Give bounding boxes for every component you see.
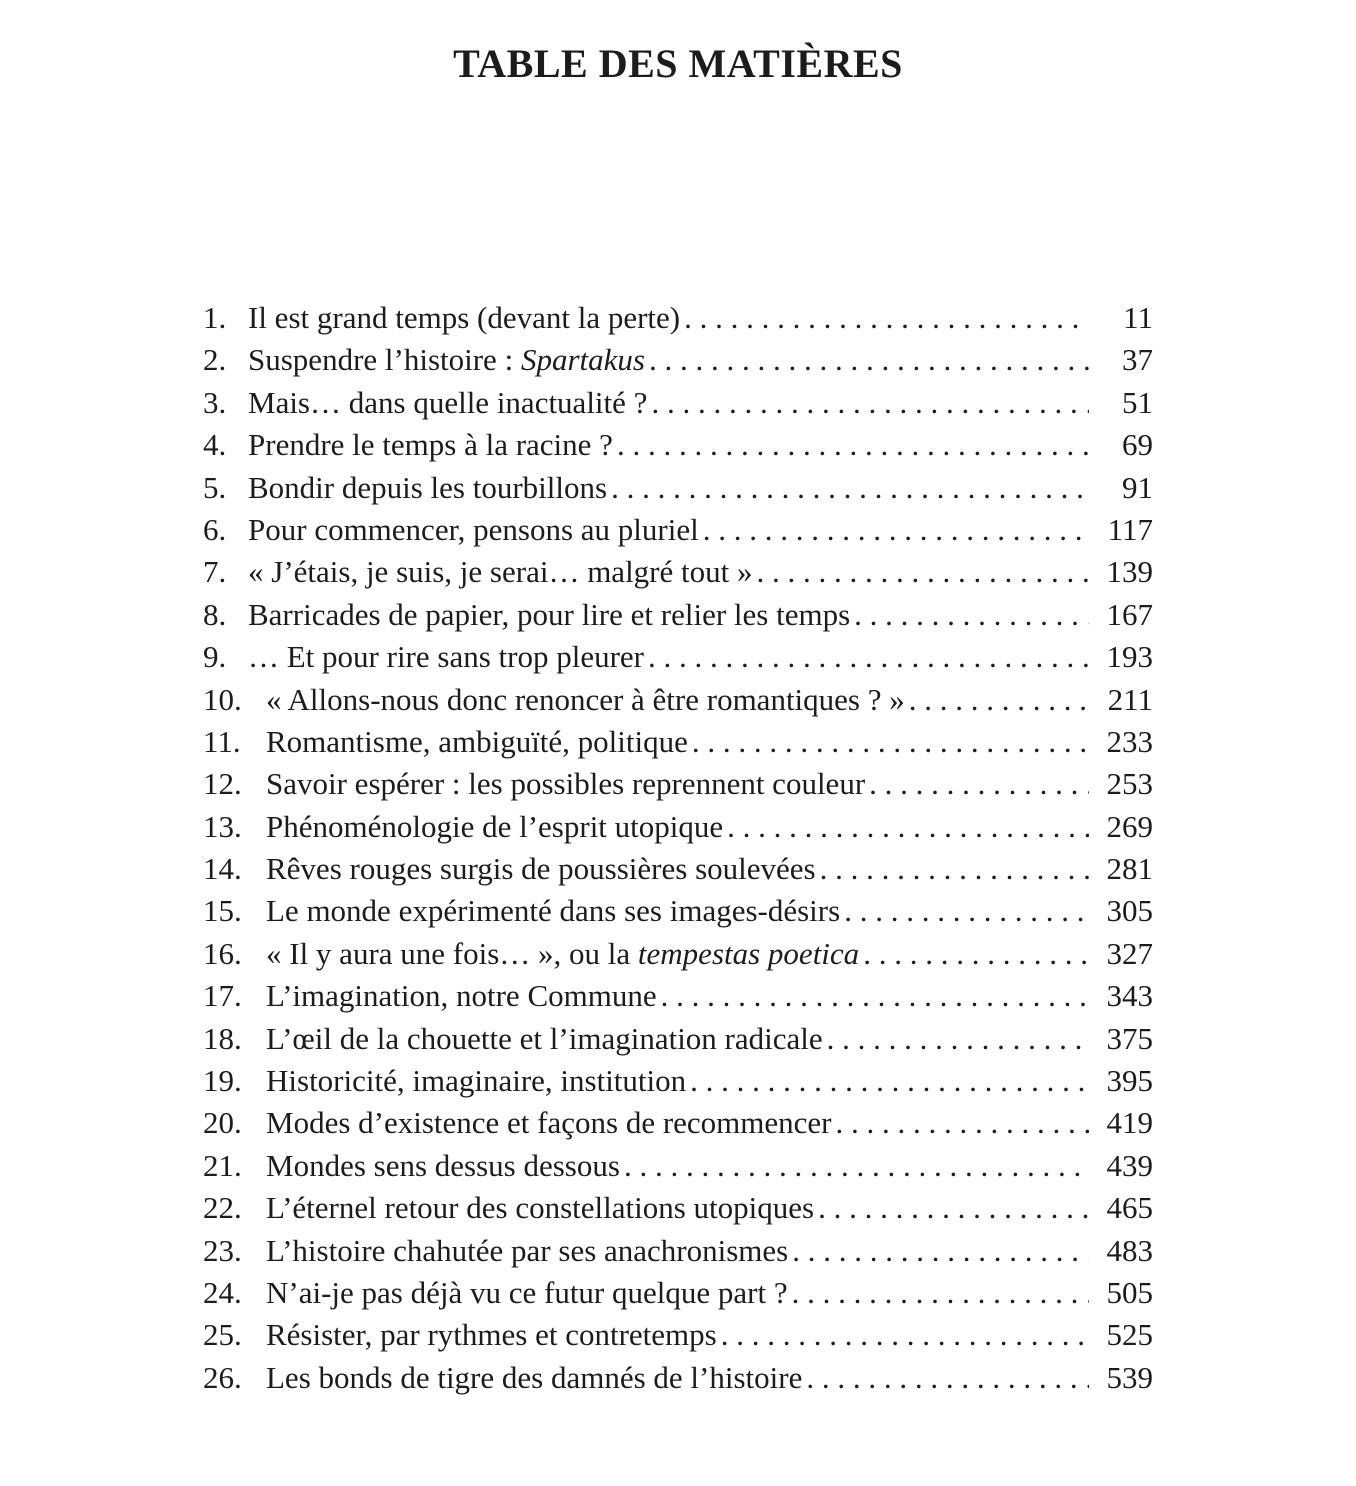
page-number: 69 [1122,427,1153,463]
page-number: 91 [1122,469,1153,505]
chapter-number: 3. [203,384,227,420]
dot-leader [721,1314,1089,1356]
dot-leader [792,1272,1089,1314]
page-number: 483 [1106,1232,1153,1268]
toc-entry[interactable] [203,1314,1153,1356]
page-number: 439 [1106,1147,1153,1183]
chapter-number: 5. [203,469,227,505]
chapter-number: 19. [203,1063,242,1099]
toc-entry[interactable] [203,848,1153,890]
chapter-number: 8. [203,596,227,632]
toc-entry[interactable] [203,1145,1153,1187]
chapter-title: Les bonds de tigre des damnés de l’histoire [266,1359,803,1395]
toc-entry[interactable] [203,467,1153,509]
chapter-number: 16. [203,935,242,971]
chapter-title: Résister, par rythmes et contretemps [266,1317,717,1353]
chapter-number: 17. [203,978,242,1014]
page-number: 281 [1106,851,1153,887]
dot-leader [827,1018,1089,1060]
chapter-title: L’histoire chahutée par ses anachronismes [266,1232,789,1268]
page-number: 419 [1106,1105,1153,1141]
chapter-number: 23. [203,1232,242,1268]
toc-entry[interactable] [203,382,1153,424]
chapter-title: Le monde expérimenté dans ses images-désirs [266,893,841,929]
page-number: 139 [1106,554,1153,590]
toc-entry[interactable] [203,806,1153,848]
page-title: TABLE DES MATIÈRES [453,41,903,86]
dot-leader [757,551,1090,593]
page-number: 395 [1106,1063,1153,1099]
chapter-title: L’éternel retour des constellations utopiques [266,1190,815,1226]
chapter-title: Mais… dans quelle inactualité ? [248,384,648,420]
toc-entry[interactable] [203,933,1153,975]
page-number: 211 [1107,681,1153,717]
toc-entry[interactable] [203,1187,1153,1229]
chapter-number: 2. [203,342,227,378]
page-number: 465 [1106,1190,1153,1226]
chapter-title: Barricades de papier, pour lire et relier les temps [248,596,851,632]
toc-entry[interactable] [203,551,1153,593]
chapter-title: L’imagination, notre Commune [266,978,657,1014]
page-number: 253 [1106,766,1153,802]
page-number: 539 [1106,1359,1153,1395]
chapter-title: Savoir espérer : les possibles reprennent couleur [266,766,866,802]
chapter-number: 15. [203,893,242,929]
toc-entry[interactable] [203,1230,1153,1272]
table-of-contents [203,297,1153,1399]
dot-leader [844,890,1089,932]
page-number: 327 [1106,935,1153,971]
toc-entry[interactable] [203,975,1153,1017]
toc-entry[interactable] [203,679,1153,721]
page-number: 505 [1106,1274,1153,1310]
chapter-title: Phénoménologie de l’esprit utopique [266,808,724,844]
chapter-number: 18. [203,1020,242,1056]
toc-entry[interactable] [203,594,1153,636]
toc-entry[interactable] [203,636,1153,678]
chapter-title: N’ai-je pas déjà vu ce futur quelque part ? [266,1274,788,1310]
chapter-title: « Il y aura une fois… », ou la tempestas poetica [266,935,860,971]
chapter-title: Il est grand temps (devant la perte) [248,300,681,335]
page-number: 167 [1106,596,1153,632]
chapter-title: « J’étais, je suis, je serai… malgré tout » [248,554,753,590]
page-number: 525 [1106,1317,1153,1353]
page-number: 193 [1106,639,1153,675]
toc-entry[interactable] [203,1357,1153,1399]
chapter-number: 10. [203,681,242,717]
chapter-number: 26. [203,1359,242,1395]
toc-entry[interactable] [203,721,1153,763]
chapter-title: Mondes sens dessus dessous [266,1147,620,1183]
dot-leader [869,763,1089,805]
page-number: 343 [1106,978,1153,1014]
chapter-title: Prendre le temps à la racine ? [248,427,613,463]
chapter-number: 9. [203,639,227,675]
chapter-title: « Allons-nous donc renoncer à être romantiques ? » [266,681,905,717]
chapter-title: Bondir depuis les tourbillons [248,469,608,505]
toc-entry[interactable] [203,1272,1153,1314]
dot-leader [818,1187,1089,1229]
dot-leader [661,975,1089,1017]
chapter-number: 24. [203,1274,242,1310]
toc-entry[interactable] [203,1102,1153,1144]
dot-leader [792,1230,1089,1272]
dot-leader [854,594,1089,636]
dot-leader [624,1145,1089,1187]
dot-leader [690,1060,1089,1102]
dot-leader [617,424,1089,466]
dot-leader [651,382,1089,424]
dot-leader [649,339,1089,381]
chapter-number: 21. [203,1147,242,1183]
page-number: 269 [1106,808,1153,844]
chapter-number: 4. [203,427,227,463]
toc-entry[interactable] [203,763,1153,805]
page-number: 375 [1106,1020,1153,1056]
chapter-number: 12. [203,766,242,802]
chapter-title: L’œil de la chouette et l’imagination radicale [266,1020,823,1056]
chapter-number: 7. [203,554,227,590]
chapter-number: 6. [203,511,227,547]
chapter-title-italic: Spartakus [520,342,645,378]
page-number: 37 [1122,342,1153,378]
dot-leader [684,297,1089,339]
chapter-title: Rêves rouges surgis de poussières soulevées [266,851,816,887]
dot-leader [863,933,1089,975]
chapter-title: Romantisme, ambiguïté, politique [266,723,688,759]
chapter-title: Historicité, imaginaire, institution [266,1063,687,1099]
chapter-number: 11. [203,723,241,759]
chapter-number: 14. [203,851,242,887]
chapter-title: … Et pour rire sans trop pleurer [248,639,644,675]
toc-entry[interactable] [203,1018,1153,1060]
page-number: 11 [1123,300,1153,335]
dot-leader [806,1357,1089,1399]
page-number: 305 [1106,893,1153,929]
toc-entry[interactable] [203,509,1153,551]
dot-leader [611,467,1089,509]
dot-leader [703,509,1089,551]
dot-leader [909,679,1089,721]
chapter-number: 22. [203,1190,242,1226]
page-number: 233 [1106,723,1153,759]
chapter-number: 25. [203,1317,242,1353]
chapter-number: 1. [203,300,227,335]
page-number: 51 [1122,384,1153,420]
dot-leader [820,848,1089,890]
dot-leader [692,721,1089,763]
chapter-title: Pour commencer, pensons au pluriel [248,511,699,547]
chapter-number: 13. [203,808,242,844]
chapter-title: Modes d’existence et façons de recommencer [266,1105,832,1141]
dot-leader [836,1102,1090,1144]
chapter-number: 20. [203,1105,242,1141]
toc-entry[interactable] [203,297,1153,339]
chapter-title: Suspendre l’histoire : Spartakus [248,342,645,378]
dot-leader [727,806,1089,848]
toc-entry[interactable] [203,424,1153,466]
chapter-title-italic: tempestas poetica [637,935,860,971]
page-number: 117 [1107,511,1153,547]
dot-leader [648,636,1089,678]
toc-entry[interactable] [203,1060,1153,1102]
toc-entry[interactable] [203,339,1153,381]
toc-entry[interactable] [203,890,1153,932]
